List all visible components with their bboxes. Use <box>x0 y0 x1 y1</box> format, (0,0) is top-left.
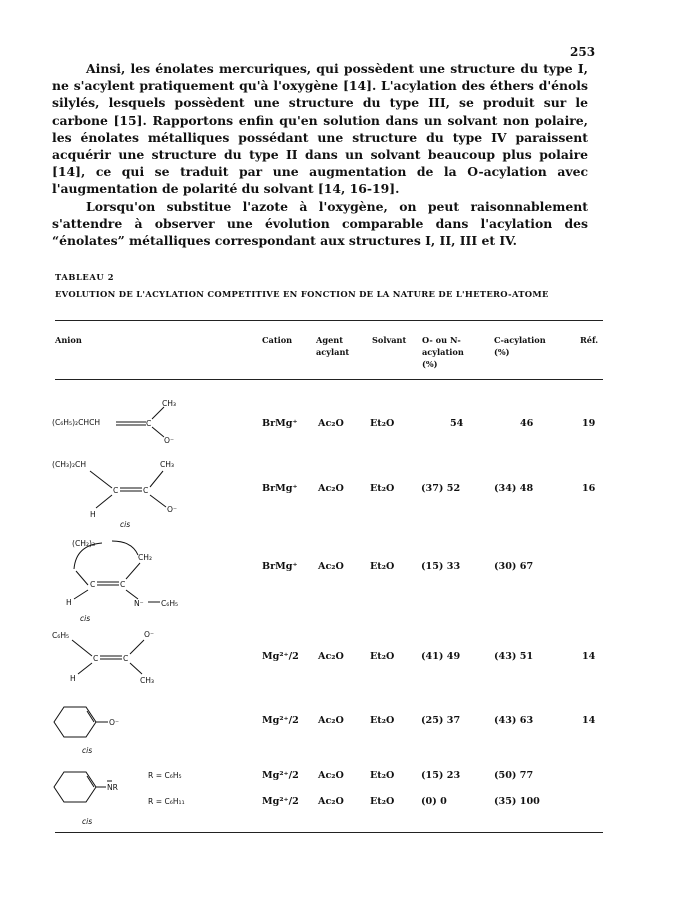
structure-5 <box>50 697 250 757</box>
isomer-label: cis <box>80 614 91 623</box>
cell-solvant: Et₂O <box>370 561 395 572</box>
cell-cation: Mg²⁺/2 <box>262 715 299 726</box>
structure-1 <box>50 395 250 445</box>
cell-solvant: Et₂O <box>370 418 395 429</box>
cell-agent: Ac₂O <box>318 418 344 429</box>
page-number: 253 <box>570 45 596 59</box>
atom-label: C₆H₅ <box>161 599 179 608</box>
structure-3 <box>50 535 250 625</box>
table-top-rule <box>55 320 603 321</box>
ring-double-bond <box>87 711 94 722</box>
atom-label: O⁻ <box>164 436 174 445</box>
cell-o-n-acylation: (0) 0 <box>421 796 447 807</box>
atom-label: C <box>90 580 96 589</box>
cell-solvant: Et₂O <box>370 715 395 726</box>
cell-agent: Ac₂O <box>318 770 344 781</box>
atom-label: C <box>146 419 152 428</box>
header-o-n-acylation: O- ou N-acylation (%) <box>422 335 464 369</box>
cell-cation: BrMg⁺ <box>262 561 298 572</box>
cell-agent: Ac₂O <box>318 651 344 662</box>
cyclohexene-ring <box>54 772 96 802</box>
bond-line <box>96 495 112 508</box>
cell-solvant: Et₂O <box>370 651 395 662</box>
table-header-rule <box>55 379 603 380</box>
bond-line <box>150 495 166 507</box>
substituent-definition: R = C₆H₅ <box>148 771 182 780</box>
cell-cation: BrMg⁺ <box>262 418 298 429</box>
bond-line <box>126 563 140 579</box>
bond-line <box>152 407 164 419</box>
header-agent-acylant: Agent acylant <box>316 335 350 357</box>
table-title: EVOLUTION DE L'ACYLATION COMPETITIVE EN FONCTION DE LA NATURE DE L'HETERO-ATOME <box>55 289 549 299</box>
cell-ref: 14 <box>582 651 596 662</box>
isomer-label: cis <box>82 817 93 826</box>
substituent-label: C₆H₅ <box>52 631 70 640</box>
cell-c-acylation: (35) 100 <box>494 796 540 807</box>
structure-4 <box>50 628 250 690</box>
bond-line <box>150 471 163 487</box>
cell-solvant: Et₂O <box>370 770 395 781</box>
cell-agent: Ac₂O <box>318 561 344 572</box>
atom-label: C <box>93 654 99 663</box>
table-bottom-rule <box>55 832 603 833</box>
atom-label: H <box>90 510 96 519</box>
cell-ref: 14 <box>582 715 596 726</box>
atom-label: C <box>113 486 119 495</box>
header-anion: Anion <box>55 335 82 345</box>
bond-line <box>90 471 112 488</box>
cell-ref: 19 <box>582 418 596 429</box>
bond-line <box>76 571 88 585</box>
cell-o-n-acylation: 54 <box>450 418 464 429</box>
atom-label: O⁻ <box>144 630 154 639</box>
cell-cation: Mg²⁺/2 <box>262 770 299 781</box>
cell-c-acylation: (43) 63 <box>494 715 534 726</box>
cell-ref: 16 <box>582 483 596 494</box>
cell-cation: Mg²⁺/2 <box>262 651 299 662</box>
cell-agent: Ac₂O <box>318 796 344 807</box>
atom-label: N⁻ <box>134 599 144 608</box>
paragraph-1: Ainsi, les énolates mercuriques, qui possèdent une structure du type I, ne s'acylent pratiquement qu'à l'oxygène [14]. L'acylation des éthers d'énols silylés, lesquels possèdent une structure du type III, se produit sur le carbone [15]. Rapportons enfin qu'en solution dans un solvant non polaire, les énolates métalliques possédant une structure du type IV paraissent acquérir une structure du type II dans un solvant beaucoup plus polaire [14], ce qui se traduit par une augmentation de la O-acylation avec l'augmentation de polarité du solvant [14, 16-19]. <box>52 61 588 197</box>
bond-line <box>126 590 138 599</box>
isomer-label: cis <box>82 746 93 755</box>
cell-o-n-acylation: (25) 37 <box>421 715 461 726</box>
paragraph-2: Lorsqu'on substitue l'azote à l'oxygène, on peut raisonnablement s'attendre à observer une évolution comparable dans l'acylation des “énolates” métalliques correspondant aux structures I, II, III et IV. <box>52 198 588 249</box>
cell-o-n-acylation: (41) 49 <box>421 651 461 662</box>
ring-double-bond <box>87 776 94 787</box>
atom-label: O⁻ <box>167 505 177 514</box>
substituent-label: (C₆H₅)₂CHCH <box>52 418 101 427</box>
substituent-label: (CH₂)₃ <box>72 539 96 548</box>
header-solvant: Solvant <box>372 335 407 345</box>
cell-c-acylation: (34) 48 <box>494 483 534 494</box>
atom-label: C <box>123 654 129 663</box>
bond-line <box>74 590 88 599</box>
cyclohexene-ring <box>54 707 96 737</box>
cell-c-acylation: 46 <box>520 418 534 429</box>
cell-o-n-acylation: (37) 52 <box>421 483 461 494</box>
atom-label: CH₃ <box>160 460 175 469</box>
header-cation: Cation <box>262 335 293 345</box>
atom-label: CH₂ <box>138 553 153 562</box>
atom-label: NR <box>107 783 118 792</box>
atom-label: C <box>143 486 149 495</box>
cell-cation: Mg²⁺/2 <box>262 796 299 807</box>
body-text <box>52 60 588 249</box>
bond-line <box>78 663 92 674</box>
atom-label: C <box>120 580 126 589</box>
bond-line <box>72 640 92 656</box>
cell-solvant: Et₂O <box>370 483 395 494</box>
cell-c-acylation: (43) 51 <box>494 651 534 662</box>
cell-c-acylation: (50) 77 <box>494 770 534 781</box>
structure-2 <box>50 455 250 530</box>
table-label: TABLEAU 2 <box>55 272 115 282</box>
atom-label: H <box>66 598 72 607</box>
header-ref: Réf. <box>580 335 599 345</box>
cell-o-n-acylation: (15) 33 <box>421 561 461 572</box>
ring-bond <box>112 541 138 555</box>
header-c-acylation: C-acylation (%) <box>494 335 546 357</box>
isomer-label: cis <box>120 520 131 529</box>
bond-line <box>130 663 142 674</box>
cell-solvant: Et₂O <box>370 796 395 807</box>
substituent-definition: R = C₆H₁₁ <box>148 797 185 806</box>
cell-agent: Ac₂O <box>318 483 344 494</box>
cell-agent: Ac₂O <box>318 715 344 726</box>
atom-label: CH₃ <box>140 676 155 685</box>
atom-label: H <box>70 674 76 683</box>
atom-label: O⁻ <box>109 718 119 727</box>
substituent-label: (CH₃)₂CH <box>52 460 87 469</box>
bond-line <box>152 427 164 437</box>
cell-cation: BrMg⁺ <box>262 483 298 494</box>
structure-6 <box>50 762 260 827</box>
cell-o-n-acylation: (15) 23 <box>421 770 461 781</box>
cell-c-acylation: (30) 67 <box>494 561 534 572</box>
bond-line <box>130 640 144 654</box>
atom-label: CH₃ <box>162 399 177 408</box>
